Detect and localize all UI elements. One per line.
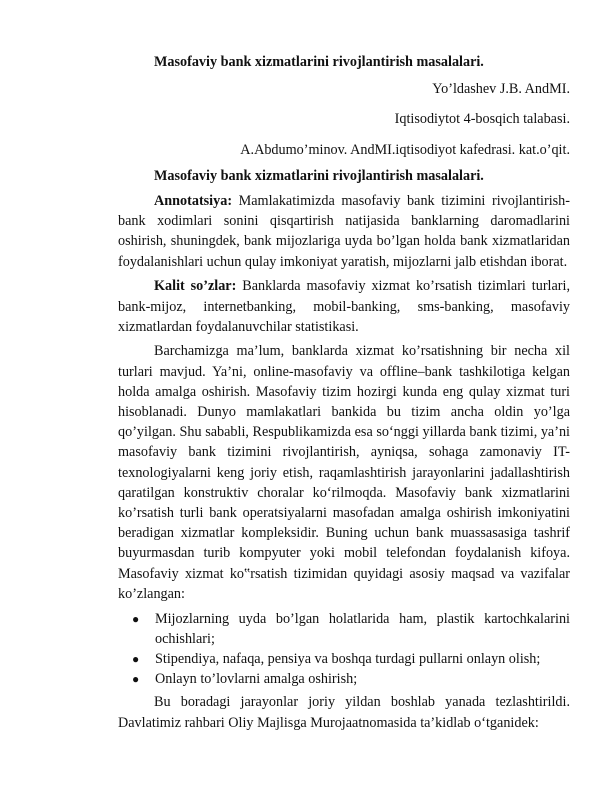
abstract-paragraph: [118, 191, 570, 272]
student-line: Iqtisodiytot 4-bosqich talabasi.: [394, 111, 570, 128]
supervisor-line: A.Abdumo’minov. AndMI.iqtisodiyot kafedrasi. kat.o’qit.: [240, 141, 570, 158]
list-item: [118, 669, 570, 689]
document-title: Masofaviy bank xizmatlarini rivojlantirish masalalari.: [154, 54, 484, 70]
list-item: [118, 609, 570, 649]
bullet-icon: ●: [132, 611, 140, 626]
list-item-text: Stipendiya, nafaqa, pensiya va boshqa turdagi pullarni onlayn olish;: [155, 650, 541, 667]
document-page: [118, 52, 570, 737]
list-item: [118, 649, 570, 669]
keywords-text: Banklarda masofaviy xizmat ko’rsatish tizimlari turlari, bank-mijoz, internetbanking, mobil-banking, sms-banking, masofaviy xizmatlardan foydalanuvchilar statistikasi.: [118, 278, 570, 335]
abstract-label: Annotatsiya:: [154, 193, 233, 210]
closing-paragraph: Bu boradagi jarayonlar joriy yildan boshlab yanada tezlashtirildi. Davlatimiz rahbari Oliy Majlisga Murojaatnomasida ta’kidlab o‘tganidek:: [118, 694, 570, 731]
list-item-text: Mijozlarning uyda bo’lgan holatlarida ham, plastik kartochkalarini ochishlari;: [155, 610, 570, 647]
body-paragraph: Barchamizga ma’lum, banklarda xizmat ko’rsatishning bir necha xil turlari mavjud. Ya’ni, online-masofaviy va offline–bank tashkilotiga kelgan holda amalga oshirish. Masofaviy tizim hozirgi kunda eng qulay xizmat turi hisoblanadi. Dunyo mamlakatlari bankida bu tizim ancha oldin yo’lga qo’yilgan. Shu sababli, Respublikamizda esa so‘nggi yillarda bank tizimi, ya’ni masofaviy bank tizimini rivojlantirish, ayniqsa, sohaga zamonaviy IT-texnologiyalarni keng joriy etish, raqamlashtirish jarayonlarini jadallashtirish qaratilgan konstruktiv choralar ko‘rilmoqda. Masofaviy bank xizmatlarini ko’rsatish turli bank operatsiyalarni masofadan amalga oshirish imkoniyatini beradigan xizmatlar kompleksidir. Buning uchun bank muassasasiga tashrif buyurmasdan turib kompyuter yoki mobil telefondan foydalanish kifoya. Masofaviy xizmat ko‟rsatish tizimidan quyidagi asosiy maqsad va vazifalar ko’zlangan:: [118, 343, 570, 602]
bullet-icon: ●: [132, 672, 140, 687]
keywords-label: Kalit so’zlar:: [154, 278, 237, 295]
bullet-icon: ●: [132, 651, 140, 666]
abstract-text: Mamlakatimizda masofaviy bank tizimini rivojlantirish-bank xodimlari sonini qisqartirish natijasida banklarning daromadlarini oshirish, shuningdek, bank mijozlariga uyda bo’lgan holda bank xizmatlaridan foydalanishlari uchun qulay imkoniyat yaratish, mijozlarni jalb etishdan iborat.: [118, 193, 570, 270]
bullet-list: [118, 609, 570, 690]
list-item-text: Onlayn to’lovlarni amalga oshirish;: [155, 671, 358, 688]
document-title-repeat: Masofaviy bank xizmatlarini rivojlantirish masalalari.: [154, 167, 484, 184]
author-line: Yo’ldashev J.B. AndMI.: [432, 81, 570, 98]
keywords-paragraph: [118, 276, 570, 337]
